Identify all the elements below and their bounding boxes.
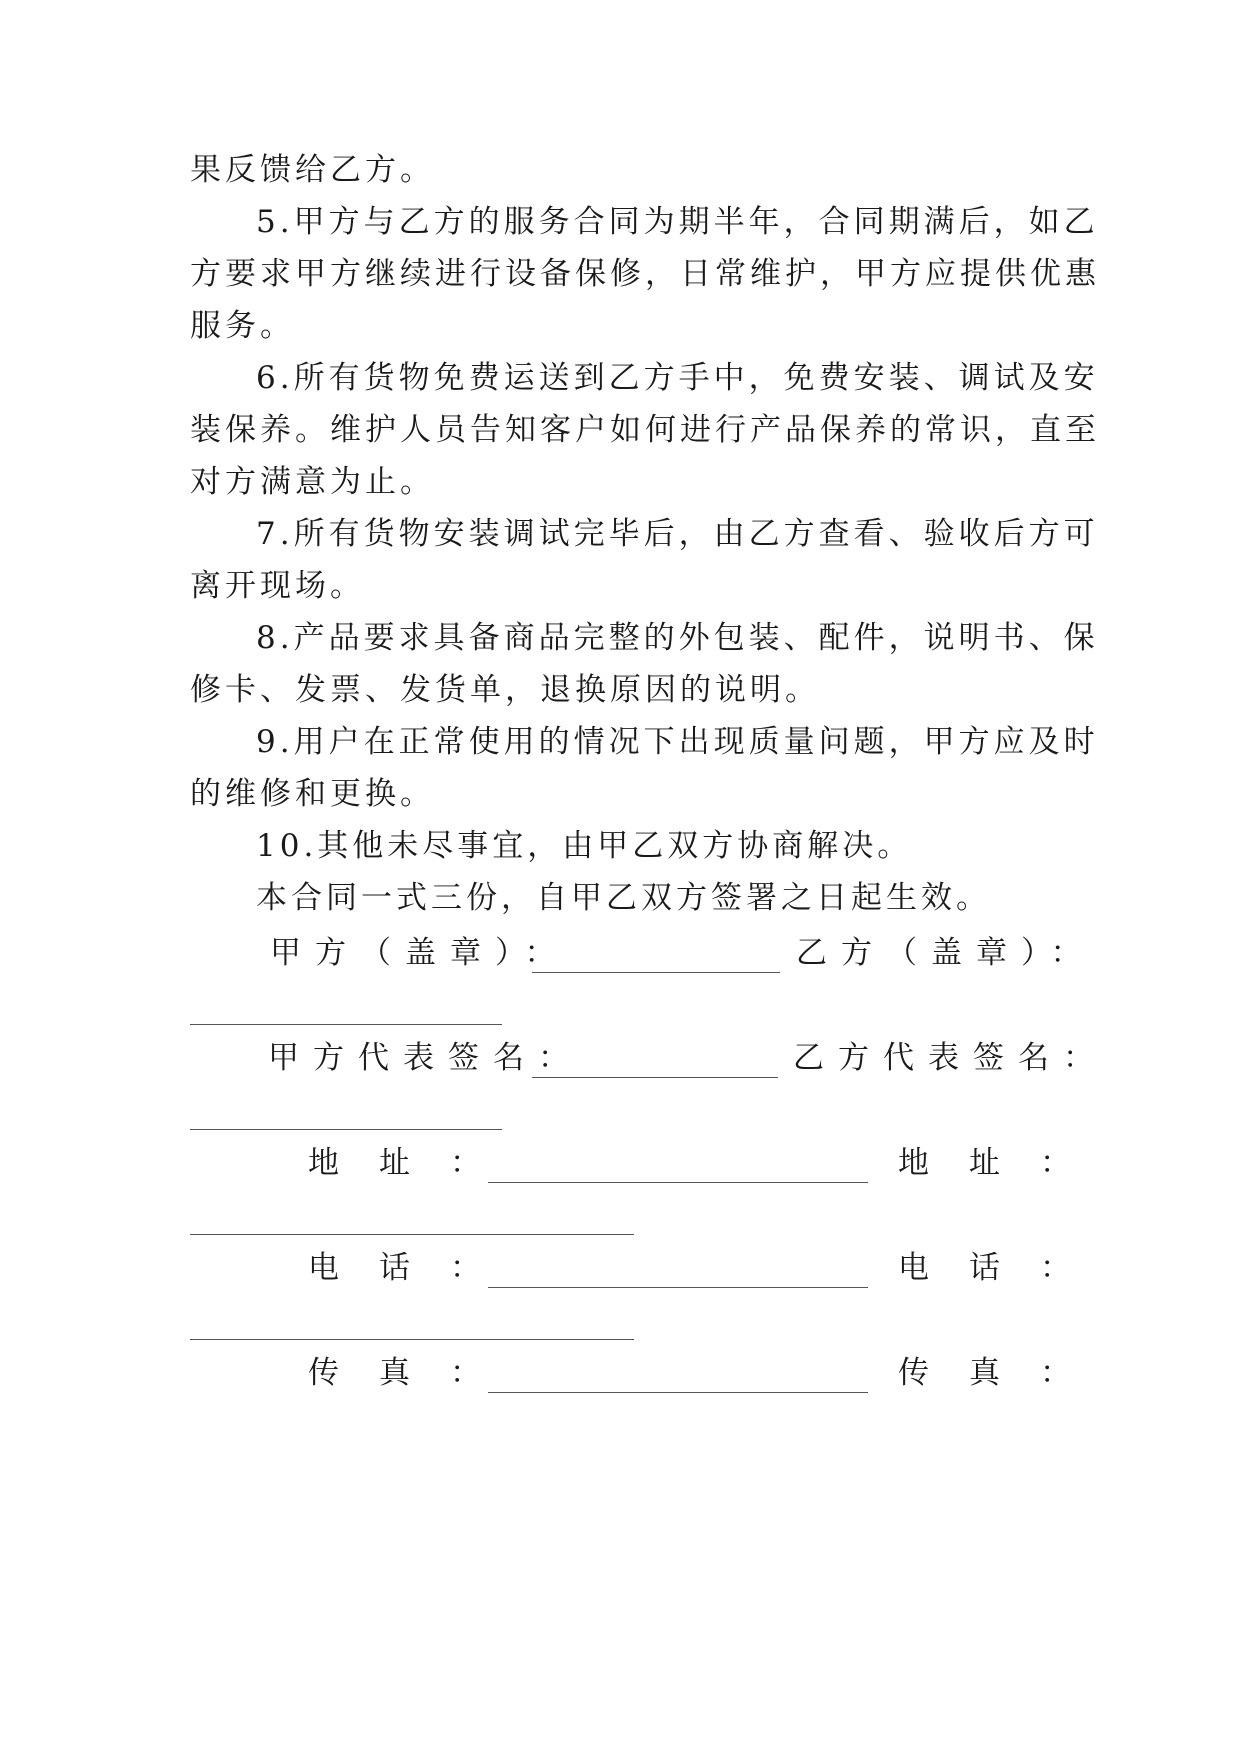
paragraph-5-line-3: 服务。 [190,308,295,344]
phone-b-blank[interactable] [190,1339,634,1340]
paragraph-6-line-1: 6.所有货物免费运送到乙方手中，免费安装、调试及安 [256,360,1099,396]
address-a-label: 地址： [308,1145,521,1181]
paragraph-6-line-2: 装保养。维护人员告知客户如何进行产品保养的常识，直至 [190,412,1100,448]
paragraph-10: 10.其他未尽事宜，由甲乙双方协商解决。 [256,828,913,864]
address-a-blank[interactable] [488,1182,868,1183]
phone-a-blank[interactable] [488,1287,868,1288]
party-a-rep-label: 甲方代表签名： [268,1040,583,1076]
party-b-seal-blank[interactable] [190,1024,502,1025]
address-b-blank[interactable] [190,1234,634,1235]
paragraph-5-line-2: 方要求甲方继续进行设备保修，日常维护，甲方应提供优惠 [190,256,1100,292]
representative-row [190,1038,1108,1078]
paragraph-8-line-2: 修卡、发票、发货单，退换原因的说明。 [190,672,820,708]
paragraph-4-tail: 果反馈给乙方。 [190,152,435,188]
paragraph-7-line-1: 7.所有货物安装调试完毕后，由乙方查看、验收后方可 [256,516,1099,552]
closing-statement: 本合同一式三份，自甲乙双方签署之日起生效。 [256,880,991,916]
phone-a-label: 电话： [308,1250,521,1286]
fax-row [190,1353,1111,1393]
address-row [190,1143,1111,1183]
party-b-rep-label: 乙方代表签名： [793,1040,1108,1076]
party-a-seal-blank[interactable] [532,972,780,973]
paragraph-7-line-2: 离开现场。 [190,568,365,604]
phone-row [190,1248,1111,1288]
fax-a-blank[interactable] [488,1392,868,1393]
seal-row [190,933,1096,973]
party-b-seal-label: 乙方（盖章）： [796,935,1096,971]
party-b-rep-blank[interactable] [190,1129,502,1130]
paragraph-9-line-2: 的维修和更换。 [190,776,435,812]
fax-a-label: 传真： [308,1355,521,1391]
paragraph-5-line-1: 5.甲方与乙方的服务合同为期半年，合同期满后，如乙 [256,204,1099,240]
party-a-seal-label: 甲方（盖章）： [270,935,570,971]
paragraph-6-line-3: 对方满意为止。 [190,464,435,500]
paragraph-9-line-1: 9.用户在正常使用的情况下出现质量问题，甲方应及时 [256,724,1099,760]
phone-b-label: 电话： [898,1250,1111,1286]
address-b-label: 地址： [898,1145,1111,1181]
party-a-rep-blank[interactable] [532,1077,778,1078]
fax-b-label: 传真： [898,1355,1111,1391]
paragraph-8-line-1: 8.产品要求具备商品完整的外包装、配件，说明书、保 [256,620,1099,656]
